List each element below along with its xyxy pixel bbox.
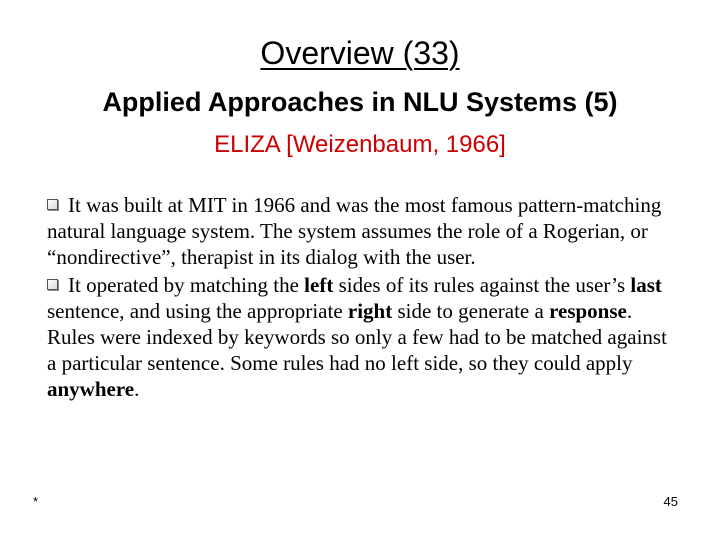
bold-word-response: response [549, 299, 627, 323]
bullet-1-text: It was built at MIT in 1966 and was the most famous pattern-matching natural language system. The system assumes the role of a Rogerian, or “nondirective”, therapist in its dialog with the user. [47, 193, 662, 269]
slide-subtitle: Applied Approaches in NLU Systems (5) [102, 87, 618, 117]
bold-word-right: right [347, 299, 393, 323]
checkbox-bullet-icon [47, 199, 58, 210]
bullet-2-text-4: side to generate a [392, 299, 550, 323]
bold-word-last: last [630, 273, 662, 297]
page-number: 45 [663, 494, 678, 509]
bullet-2-text-3: sentence, and using the appropriate [47, 299, 348, 323]
bullet-2-text-6: . [134, 377, 140, 401]
checkbox-bullet-icon [47, 279, 58, 290]
footer-marker: * [33, 494, 39, 509]
bullet-2-text-5: . Rules were indexed by keywords so only a few had to be matched against a particular sentence. Some rules had no left side, so they could apply [47, 299, 667, 375]
bold-word-anywhere: anywhere [47, 377, 135, 401]
slide-body [47, 192, 677, 402]
slide-title: Overview (33) [260, 35, 460, 71]
bullet-2-text-1: It operated by matching the [68, 273, 305, 297]
bold-word-left: left [304, 273, 334, 297]
bullet-2-text-2: sides of its rules against the user’s [333, 273, 631, 297]
slide-subsubtitle: ELIZA [Weizenbaum, 1966] [214, 131, 506, 158]
bullet-paragraph-1 [47, 192, 677, 270]
bullet-paragraph-2 [47, 272, 677, 402]
